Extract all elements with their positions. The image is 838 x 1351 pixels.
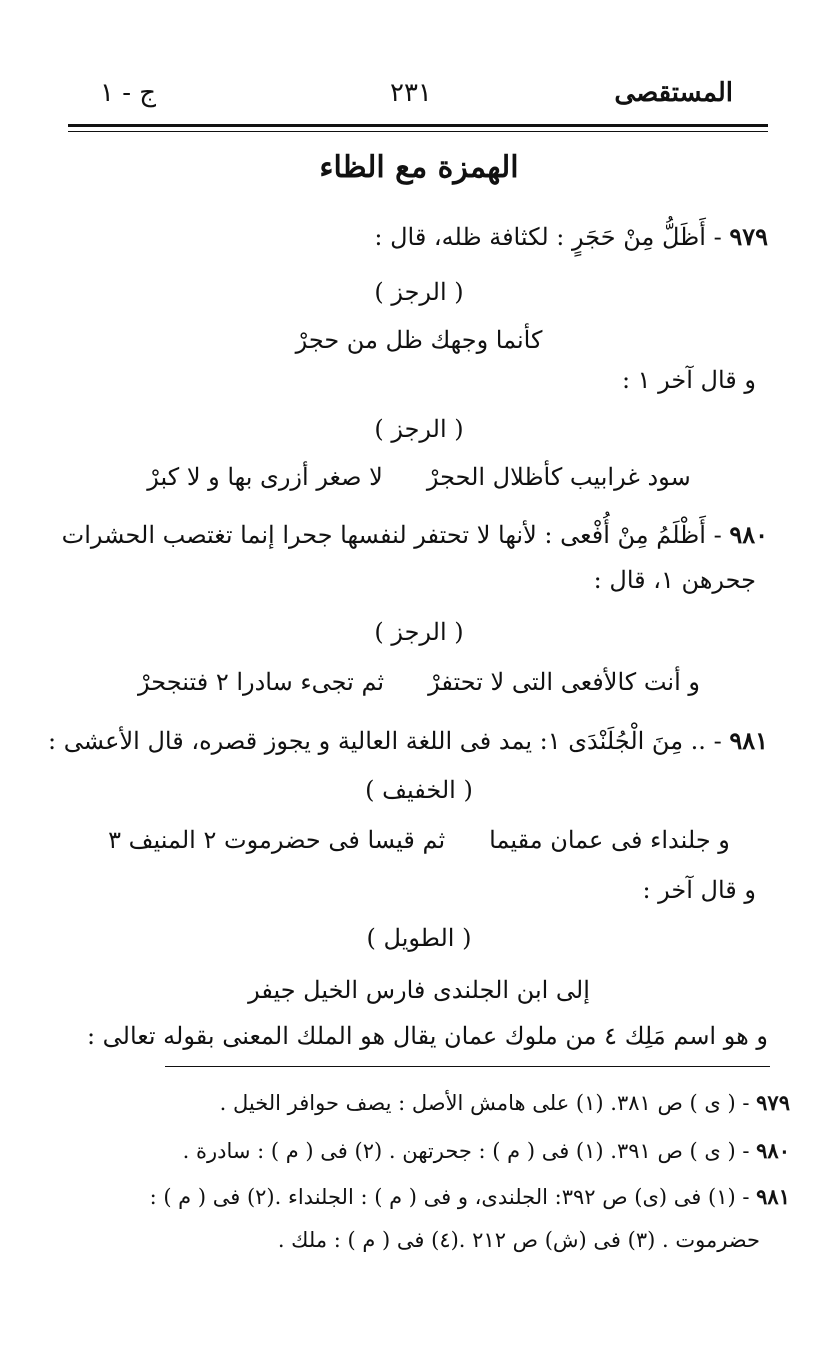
verse [0, 463, 838, 491]
verse-hemistich: لا صغر أزرى بها و لا كبرْ [147, 463, 383, 491]
verse-hemistich: ثم تجىء سادرا ٢ فتنجحرْ [138, 668, 385, 696]
verse-hemistich: و أنت كالأفعى التى لا تحتفرْ [428, 668, 700, 696]
entry-text: : لكثافة ظله، قال : [374, 223, 565, 251]
entry-number: ٩٧٩ [729, 222, 768, 251]
footnote-text: - ( ى ) ص ٣٩١. (١) فى ( م ) : جحرتهن . (٢) فى ( م ) : سادرة . [182, 1139, 750, 1163]
verse: كأنما وجهك ظل من حجرْ [295, 326, 543, 354]
footnote-rule [165, 1066, 770, 1067]
verse-hemistich: و جلنداء فى عمان مقيما [489, 826, 730, 854]
section-title: الهمزة مع الظاء [319, 150, 519, 185]
verse-hemistich: ثم قيسا فى حضرموت ٢ المنيف ٣ [108, 826, 446, 854]
entry-number: ٩٨٠ [729, 520, 768, 549]
header-rule-thin [68, 131, 768, 132]
verse [0, 668, 838, 696]
proverb: أَظَلُّ مِنْ حَجَرٍ [572, 223, 706, 251]
footnote [220, 1090, 790, 1115]
entry-980: ٩٨٠ - أَظْلَمُ مِنْ أُفْعى : لأنها لا تحتفر لنفسها جحرا إنما تغتصب الحشرات [61, 520, 768, 549]
proverb: أَظْلَمُ مِنْ أُفْعى [560, 521, 706, 549]
page-header [80, 78, 733, 118]
entry-closing: و هو اسم مَلِك ٤ من ملوك عمان يقال هو الملك المعنى بقوله تعالى : [86, 1022, 768, 1050]
meter-label: ( الرجز ) [374, 415, 464, 443]
entry-text: ١: يمد فى اللغة العالية و يجوز قصره، قال الأعشى : [48, 727, 561, 755]
footnote [183, 1138, 790, 1163]
footnote-text: - (١) فى (ى) ص ٣٩٢: الجلندى، و فى ( م ) : الجلنداء .(٢) فى ( م ) : [149, 1185, 750, 1209]
entry-981: ٩٨١ - .. مِنَ الْجُلَنْدَى ١: يمد فى اللغة العالية و يجوز قصره، قال الأعشى : [48, 726, 768, 755]
meter-label: ( الرجز ) [374, 618, 464, 646]
footnote-number: ٩٧٩ [756, 1090, 790, 1115]
footnote-number: ٩٨٠ [756, 1138, 790, 1163]
verse-hemistich: سود غرابيب كأظلال الحجرْ [426, 463, 691, 491]
entry-text-continued: جحرهن ١، قال : [593, 566, 756, 594]
verse [0, 826, 838, 854]
entry-more: و قال آخر : [642, 876, 756, 904]
entry-979: ٩٧٩ - أَظَلُّ مِنْ حَجَرٍ : لكثافة ظله، قال : [374, 222, 768, 251]
entry-number: ٩٨١ [729, 726, 768, 755]
book-title: المستقصى [614, 78, 733, 108]
footnote [150, 1184, 790, 1209]
footnote-continued: حضرموت . (٣) فى (ش) ص ٢١٢ .(٤) فى ( م ) : ملك . [277, 1228, 760, 1252]
volume-label: ج - ١ [100, 78, 157, 108]
header-rule [68, 124, 768, 127]
footnote-text: - ( ى ) ص ٣٨١. (١) على هامش الأصل : يصف حوافر الخيل . [219, 1091, 750, 1115]
meter-label: ( الرجز ) [374, 278, 464, 306]
meter-label: ( الطويل ) [366, 924, 472, 952]
verse: إلى ابن الجلندى فارس الخيل جيفر [248, 976, 590, 1004]
proverb: .. مِنَ الْجُلَنْدَى [568, 727, 706, 755]
meter-label: ( الخفيف ) [365, 776, 473, 804]
page-number: ٢٣١ [390, 78, 432, 108]
entry-text: : لأنها لا تحتفر لنفسها جحرا إنما تغتصب الحشرات [61, 521, 553, 549]
footnote-number: ٩٨١ [756, 1184, 790, 1209]
entry-more: و قال آخر ١ : [621, 366, 756, 394]
